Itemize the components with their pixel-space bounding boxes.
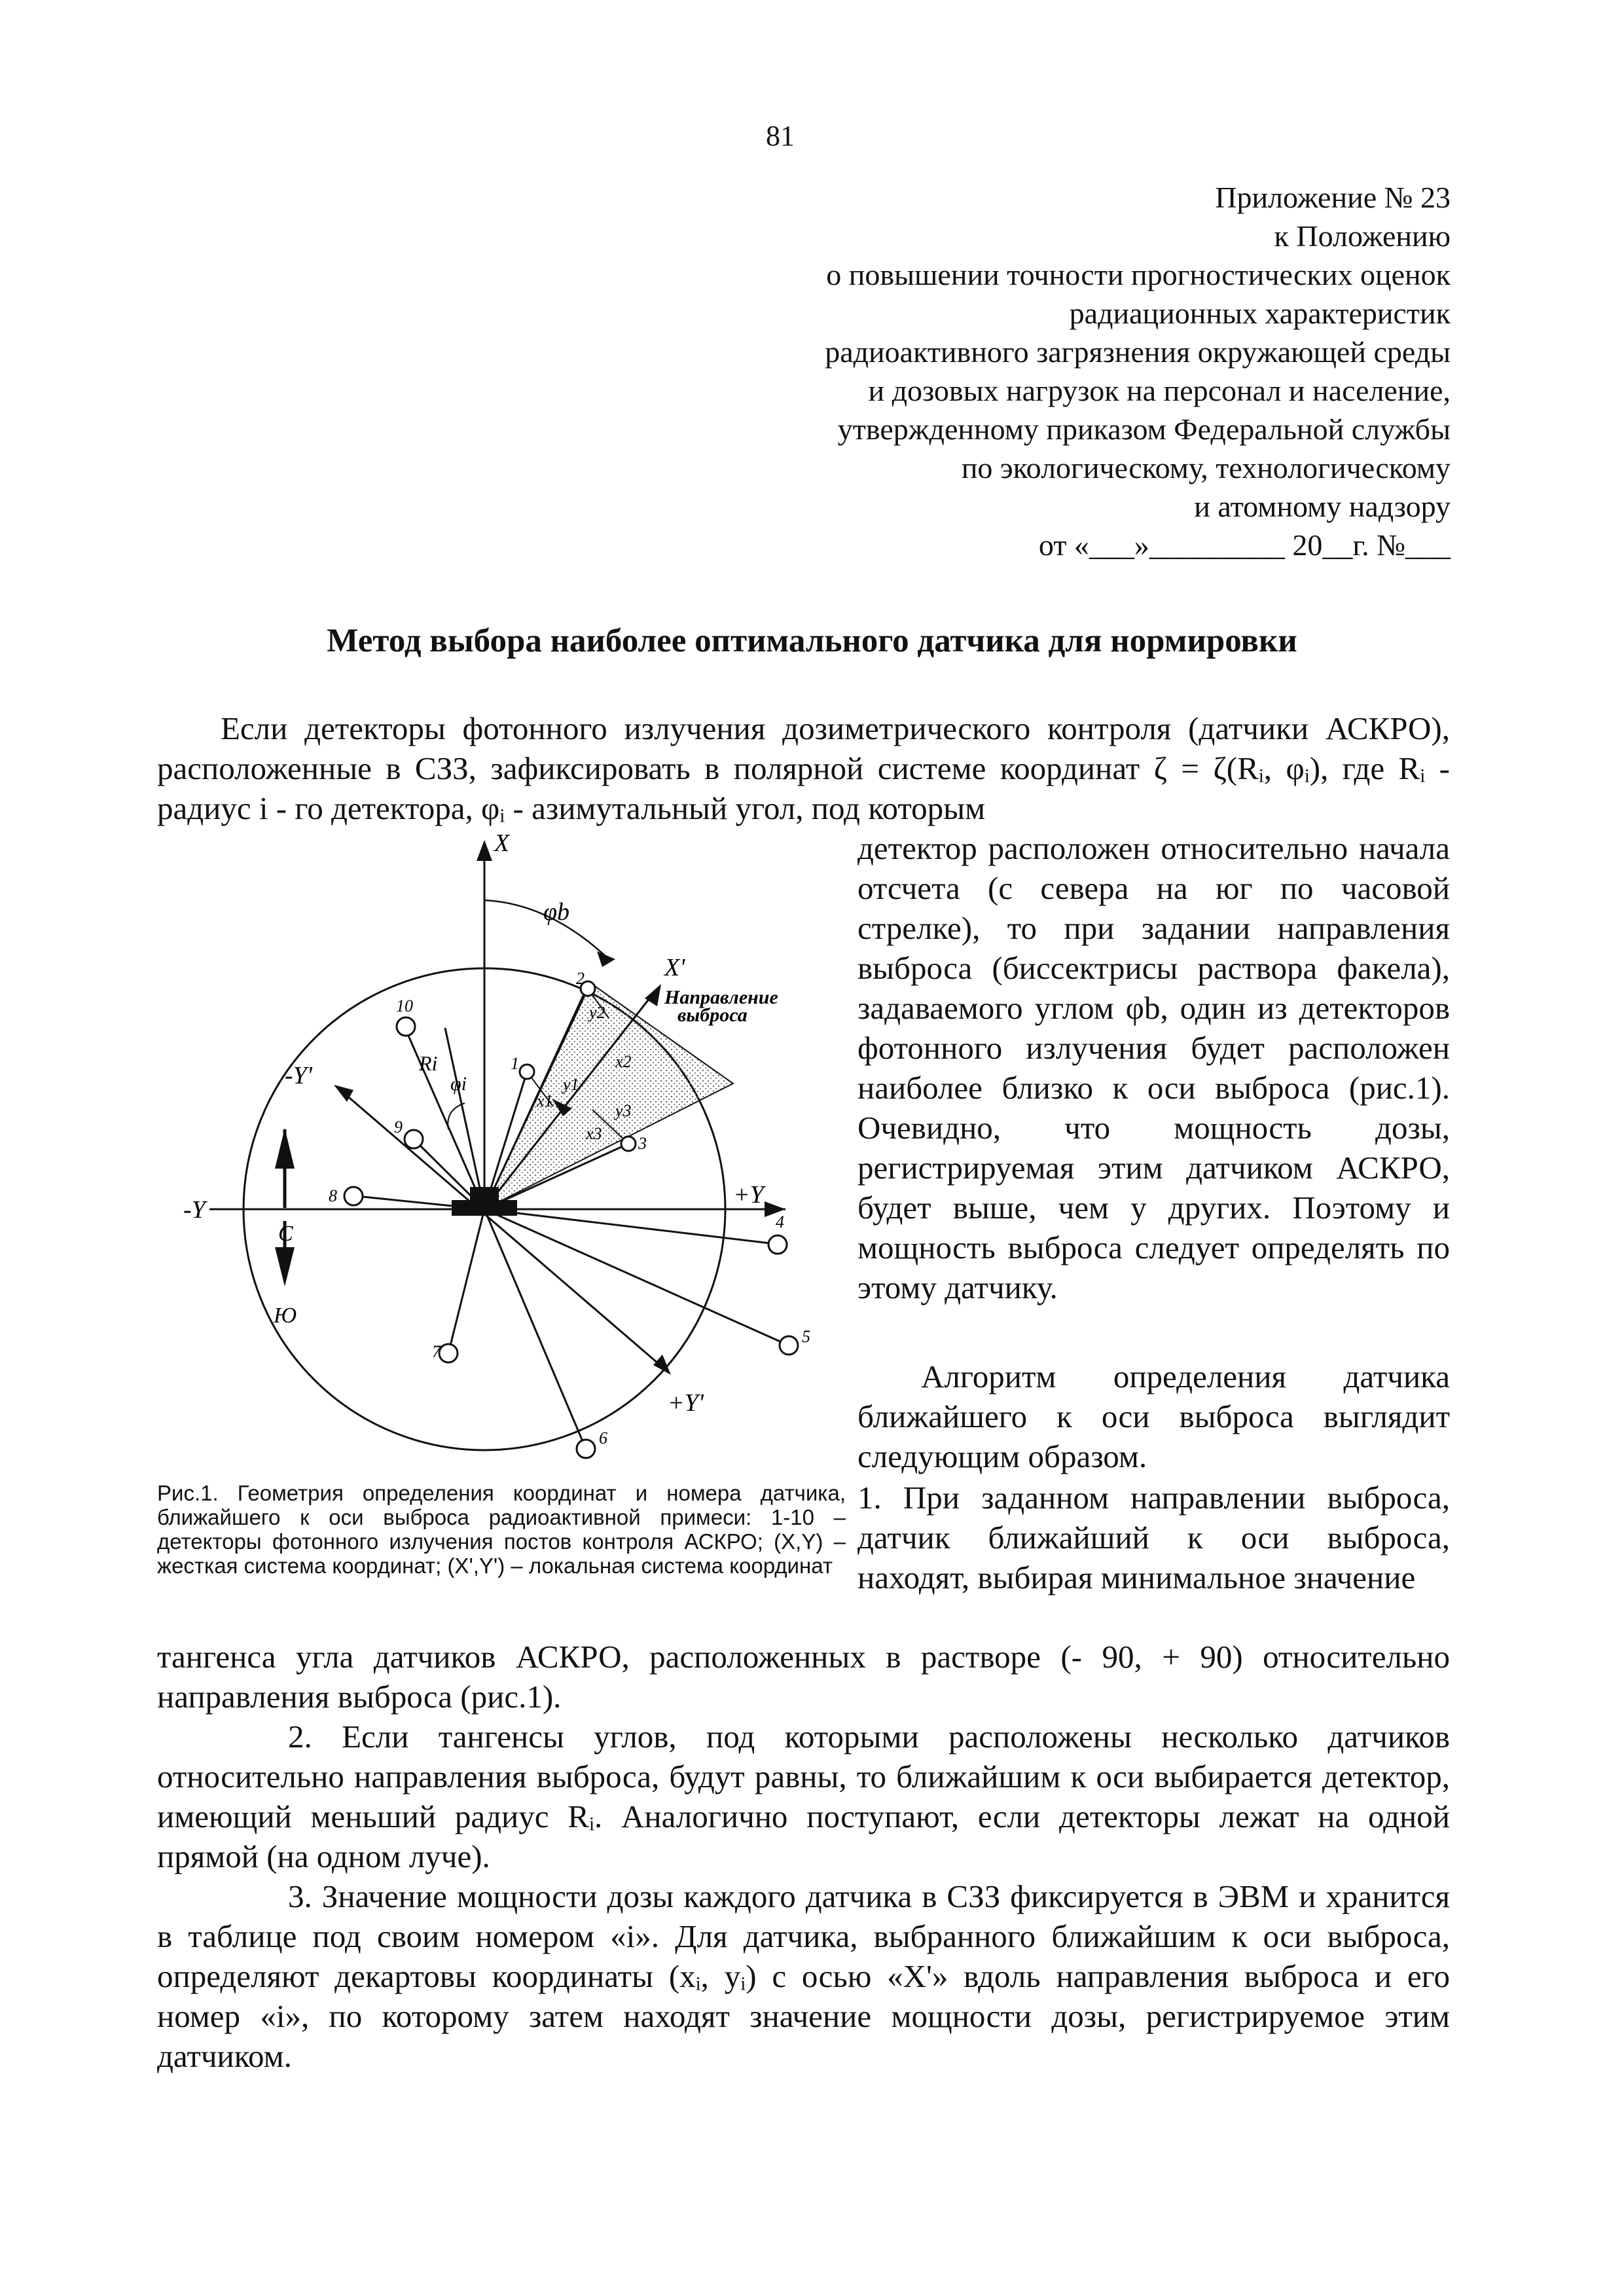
item-2: 2. Если тангенсы углов, под которыми расположены несколько датчиков относительно направления выброса, будут равны, то ближайшим к оси выбирается детектор, имеющий меньший радиус Rᵢ. Аналогично поступают, если детекторы лежат на одной прямой (на одном луче). (157, 1719, 1450, 1874)
coord-label: x3 (586, 1124, 602, 1143)
detector-10 (397, 1017, 415, 1036)
label-phi-i: φi (450, 1073, 467, 1095)
appendix-line: радиационных характеристик (1069, 297, 1451, 330)
appendix-line: и дозовых нагрузок на персонал и население, (868, 374, 1451, 407)
page-number: 81 (766, 120, 795, 152)
detector-label: 1 (511, 1054, 519, 1073)
label-plus-y-prime: +Y' (668, 1389, 704, 1417)
appendix-header (600, 178, 1451, 564)
appendix-line: от «___»_________ 20__г. №___ (1038, 528, 1451, 562)
detector-label: 10 (396, 996, 413, 1015)
item-1-start: 1. При заданном направлении выброса, датчик ближайший к оси выброса, находят, выбирая минимальное значение (857, 1480, 1450, 1595)
appendix-line: по экологическому, технологическому (961, 451, 1451, 484)
appendix-line: о повышении точности прогностических оценок (826, 258, 1451, 291)
label-x: X (494, 829, 510, 857)
item-3: 3. Значение мощности дозы каждого датчика в СЗЗ фиксируется в ЭВМ и хранится в таблице под своим номером «i». Для датчика, выбранного ближайшим к оси выброса, определяют декартовы координаты (xᵢ, yᵢ) с осью «X'» вдоль направления выброса и его номер «i», по которому затем находят значение мощности дозы, регистрируемое этим датчиком. (157, 1878, 1450, 2074)
label-r-i: Ri (419, 1051, 438, 1075)
item-1-continuation: тангенса угла датчиков АСКРО, расположенных в растворе (- 90, + 90) относительно направления выброса (рис.1). (157, 1639, 1450, 1715)
detector-3 (621, 1137, 636, 1151)
detector-1 (520, 1065, 534, 1079)
detector-label: 6 (599, 1429, 607, 1448)
detector-7 (439, 1344, 458, 1362)
detector-label: 2 (576, 969, 585, 988)
coord-label: y3 (615, 1101, 632, 1120)
detector-label: 9 (394, 1118, 403, 1137)
coord-label: y1 (563, 1075, 579, 1094)
label-minus-y-prime: -Y' (285, 1062, 312, 1089)
detector-label: 5 (802, 1327, 810, 1346)
appendix-line: к Положению (1274, 219, 1451, 253)
label-release-2: выброса (677, 1004, 748, 1026)
detector-4 (768, 1235, 787, 1254)
detector-label: 4 (776, 1212, 784, 1231)
figure-geometry (157, 828, 851, 1470)
coord-label: x2 (615, 1052, 632, 1071)
label-minus-y: -Y (183, 1196, 206, 1224)
algorithm-intro: Алгоритм определения датчика ближайшего к оси выброса выглядит следующим образом. (857, 1358, 1450, 1474)
detector-label: 7 (432, 1342, 441, 1361)
detector-9 (405, 1130, 423, 1148)
appendix-line: и атомному надзору (1194, 490, 1451, 523)
label-phi-b: φb (543, 898, 570, 926)
appendix-line: утвержденному приказом Федеральной службы (837, 412, 1451, 446)
intro-paragraph: Если детекторы фотонного излучения дозиметрического контроля (датчики АСКРО), расположенные в СЗЗ, зафиксировать в полярной системе координат ζ = ζ(Rᵢ, φᵢ), где Rᵢ - радиус i - го детектора, φᵢ - азимутальный угол, под которым (157, 710, 1450, 826)
coord-label: y2 (589, 1003, 605, 1022)
appendix-line: радиоактивного загрязнения окружающей среды (825, 335, 1451, 369)
coord-label: x1 (537, 1091, 553, 1110)
detector-label: 3 (638, 1134, 647, 1153)
label-release-1: Направление (664, 987, 778, 1008)
label-south: Ю (274, 1303, 297, 1328)
detector-label: 8 (329, 1186, 337, 1205)
detector-5 (780, 1336, 798, 1355)
right-paragraph: детектор расположен относительно начала отсчета (с севера на юг по часовой стрелке), то при задании направления выброса (биссектрисы раствора факела), задаваемого углом φb, один из детекторов фотонного излучения будет расположен наиболее близко к оси выброса (рис.1). Очевидно, что мощность дозы, регистрируемая этим датчиком АСКРО, будет выше, чем у других. Поэтому и мощность выброса следует определять по этому датчику. (857, 830, 1450, 1305)
appendix-line: Приложение № 23 (1215, 181, 1451, 214)
detector-6 (577, 1440, 595, 1458)
label-north: С (278, 1222, 293, 1246)
document-title: Метод выбора наиболее оптимального датчика для нормировки (327, 623, 1297, 659)
label-x-prime: X' (664, 954, 685, 981)
label-plus-y: +Y (733, 1181, 764, 1209)
detector-8 (344, 1187, 363, 1205)
figure-caption: Рис.1. Геометрия определения координат и номера датчика, ближайшего к оси выброса радиоактивной примеси: 1-10 – детекторы фотонного излучения постов контроля АСКРО; (X,Y) – жесткая система координат; (X',Y') – локальная система координат (157, 1481, 846, 1578)
